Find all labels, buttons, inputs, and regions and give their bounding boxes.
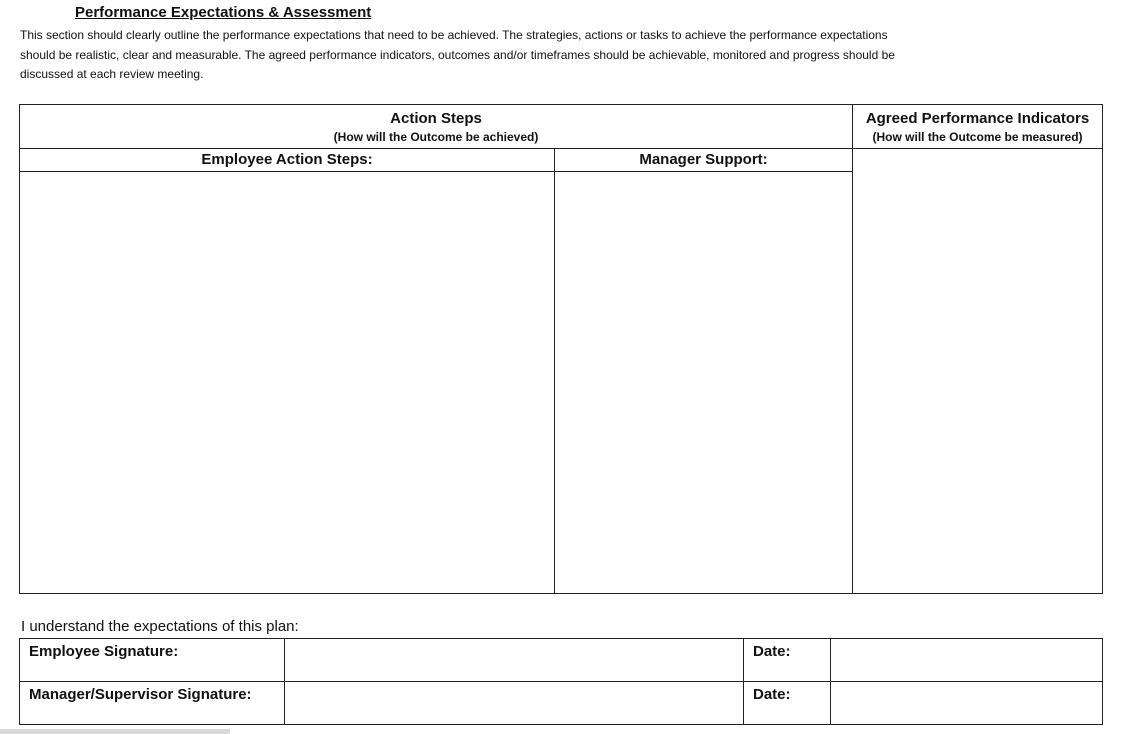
intro-line: discussed at each review meeting. xyxy=(20,67,204,81)
indicators-title: Agreed Performance Indicators xyxy=(865,109,1090,127)
manager-support-input-area[interactable] xyxy=(555,172,853,594)
action-steps-title: Action Steps xyxy=(390,109,482,127)
manager-signature-label: Manager/Supervisor Signature: xyxy=(20,682,285,725)
signature-table xyxy=(19,638,1103,725)
manager-signature-row xyxy=(20,682,1103,725)
page-title: Performance Expectations & Assessment xyxy=(75,4,372,21)
manager-date-field[interactable] xyxy=(831,682,1103,725)
employee-action-steps-input-area[interactable] xyxy=(20,172,555,594)
manager-support-label: Manager Support: xyxy=(639,151,768,168)
indicators-subtitle: (How will the Outcome be measured) xyxy=(872,129,1083,144)
employee-date-field[interactable] xyxy=(831,639,1103,682)
manager-date-label: Date: xyxy=(744,682,831,725)
acknowledgement-text: I understand the expectations of this plan: xyxy=(21,618,299,635)
manager-signature-field[interactable] xyxy=(285,682,744,725)
employee-signature-label: Employee Signature: xyxy=(20,639,285,682)
action-steps-subtitle: (How will the Outcome be achieved) xyxy=(333,129,539,144)
indicators-header xyxy=(853,105,1103,149)
manager-support-header xyxy=(555,149,853,172)
action-steps-header xyxy=(20,105,853,149)
bottom-scroll-strip xyxy=(0,729,230,734)
indicators-input-area[interactable] xyxy=(853,149,1103,594)
employee-signature-field[interactable] xyxy=(285,639,744,682)
intro-line: should be realistic, clear and measurable. The agreed performance indicators, outcomes and/or timeframes should be achievable, monitored and progress should be xyxy=(20,47,895,62)
employee-action-steps-label: Employee Action Steps: xyxy=(201,151,373,168)
employee-signature-row xyxy=(20,639,1103,682)
intro-paragraph xyxy=(20,26,1050,85)
employee-action-steps-header xyxy=(20,149,555,172)
action-plan-table xyxy=(19,104,1103,594)
employee-date-label: Date: xyxy=(744,639,831,682)
intro-line: This section should clearly outline the performance expectations that need to be achieved. The strategies, actions or tasks to achieve the performance expectations xyxy=(20,28,888,42)
